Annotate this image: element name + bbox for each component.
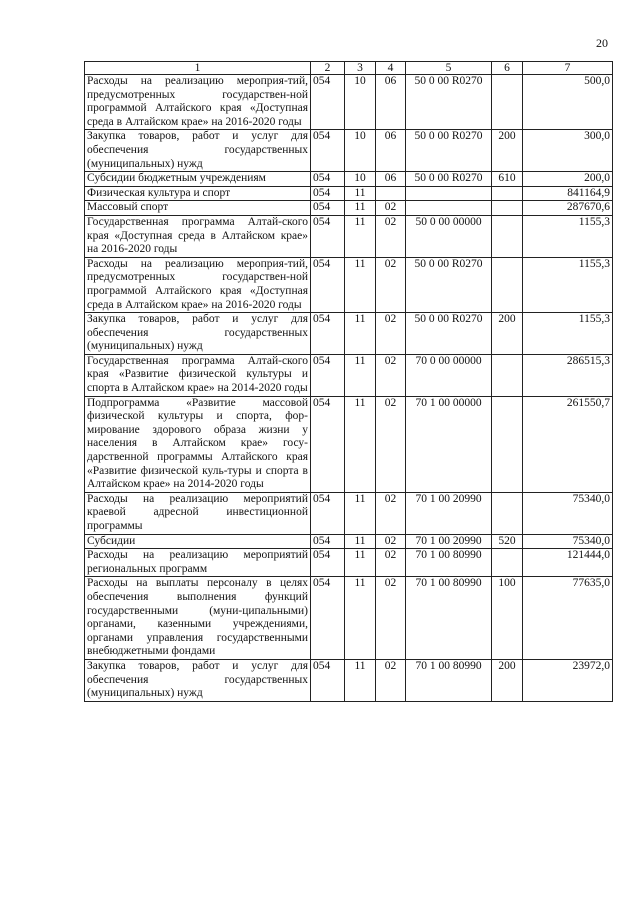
table-row: [85, 75, 613, 130]
table-row: [85, 534, 613, 549]
table-row: [85, 201, 613, 216]
row-target-cell: 50 0 00 R0270: [406, 313, 492, 355]
row-subsection-cell: 02: [376, 534, 406, 549]
row-amount-cell: 261550,7: [523, 396, 613, 492]
row-target-cell: 70 1 00 80990: [406, 577, 492, 660]
row-section-cell: 11: [345, 257, 376, 312]
column-header: 7: [523, 62, 613, 75]
row-amount-cell: 841164,9: [523, 186, 613, 201]
row-name-cell: Субсидии бюджетным учреждениям: [85, 172, 311, 187]
row-target-cell: [406, 201, 492, 216]
column-header: 3: [345, 62, 376, 75]
row-target-cell: 50 0 00 R0270: [406, 130, 492, 172]
row-target-cell: 50 0 00 R0270: [406, 172, 492, 187]
row-code-cell: 054: [311, 534, 345, 549]
page-number: 20: [596, 36, 608, 50]
row-code-cell: 054: [311, 215, 345, 257]
row-amount-cell: 500,0: [523, 75, 613, 130]
row-target-cell: 50 0 00 R0270: [406, 75, 492, 130]
row-section-cell: 11: [345, 549, 376, 577]
row-amount-cell: 1155,3: [523, 215, 613, 257]
row-code-cell: 054: [311, 659, 345, 701]
table-row: [85, 130, 613, 172]
table-row: [85, 354, 613, 396]
row-target-cell: 70 1 00 80990: [406, 549, 492, 577]
table-row: [85, 313, 613, 355]
row-code-cell: 054: [311, 354, 345, 396]
row-name-cell: Физическая культура и спорт: [85, 186, 311, 201]
column-header: 6: [492, 62, 523, 75]
table-row: [85, 186, 613, 201]
row-section-cell: 11: [345, 201, 376, 216]
row-name-cell: Государственная программа Алтай-ского края «Доступная среда в Алтайском крае» на 2016-2020 годы: [85, 215, 311, 257]
row-subsection-cell: 02: [376, 659, 406, 701]
row-code-cell: 054: [311, 549, 345, 577]
row-name-cell: Государственная программа Алтай-ского края «Развитие физической культуры и спорта в Алтайском крае» на 2014-2020 годы: [85, 354, 311, 396]
row-code-cell: 054: [311, 492, 345, 534]
row-amount-cell: 200,0: [523, 172, 613, 187]
row-subsection-cell: [376, 186, 406, 201]
row-amount-cell: 287670,6: [523, 201, 613, 216]
row-target-cell: 70 1 00 20990: [406, 534, 492, 549]
row-name-cell: Расходы на реализацию мероприя-тий, предусмотренных государствен-ной программой Алтайского края «Доступная среда в Алтайском крае» на 2016-2020 годы: [85, 257, 311, 312]
row-subsection-cell: 02: [376, 492, 406, 534]
row-type-cell: [492, 492, 523, 534]
row-name-cell: Закупка товаров, работ и услуг для обеспечения государственных (муниципальных) нужд: [85, 313, 311, 355]
column-header: 1: [85, 62, 311, 75]
row-section-cell: 10: [345, 75, 376, 130]
table-header-row: [85, 62, 613, 75]
table-body: [85, 75, 613, 702]
table-row: [85, 257, 613, 312]
row-target-cell: 70 1 00 80990: [406, 659, 492, 701]
row-name-cell: Подпрограмма «Развитие массовой физической культуры и спорта, фор-мирование здорового образа жизни у населения в Алтайском крае» госу-дарственной программы Алтайского края «Развитие физической куль-туры и спорта в Алтайском крае» на 2014-2020 годы: [85, 396, 311, 492]
row-section-cell: 11: [345, 186, 376, 201]
row-code-cell: 054: [311, 130, 345, 172]
row-type-cell: 200: [492, 659, 523, 701]
row-name-cell: Массовый спорт: [85, 201, 311, 216]
row-name-cell: Расходы на реализацию мероприятий краевой адресной инвестиционной программы: [85, 492, 311, 534]
row-code-cell: 054: [311, 186, 345, 201]
row-code-cell: 054: [311, 172, 345, 187]
row-target-cell: 50 0 00 R0270: [406, 257, 492, 312]
row-section-cell: 10: [345, 130, 376, 172]
row-code-cell: 054: [311, 75, 345, 130]
table-row: [85, 396, 613, 492]
row-type-cell: [492, 257, 523, 312]
row-type-cell: 520: [492, 534, 523, 549]
row-subsection-cell: 06: [376, 130, 406, 172]
row-name-cell: Расходы на реализацию мероприятий региональных программ: [85, 549, 311, 577]
row-amount-cell: 121444,0: [523, 549, 613, 577]
row-code-cell: 054: [311, 577, 345, 660]
row-subsection-cell: 02: [376, 549, 406, 577]
row-amount-cell: 1155,3: [523, 257, 613, 312]
row-name-cell: Расходы на выплаты персоналу в целях обеспечения выполнения функций государственными (муни-ципальными) органами, казенными учреждениями, органами управления государственными внебюджетными фондами: [85, 577, 311, 660]
row-subsection-cell: 02: [376, 354, 406, 396]
row-amount-cell: 23972,0: [523, 659, 613, 701]
row-amount-cell: 286515,3: [523, 354, 613, 396]
row-subsection-cell: 06: [376, 172, 406, 187]
row-section-cell: 11: [345, 577, 376, 660]
row-name-cell: Закупка товаров, работ и услуг для обеспечения государственных (муниципальных) нужд: [85, 659, 311, 701]
table-row: [85, 172, 613, 187]
row-amount-cell: 75340,0: [523, 534, 613, 549]
row-name-cell: Субсидии: [85, 534, 311, 549]
row-target-cell: 50 0 00 00000: [406, 215, 492, 257]
row-section-cell: 10: [345, 172, 376, 187]
row-type-cell: [492, 75, 523, 130]
row-code-cell: 054: [311, 396, 345, 492]
row-subsection-cell: 02: [376, 577, 406, 660]
row-code-cell: 054: [311, 313, 345, 355]
row-target-cell: [406, 186, 492, 201]
row-type-cell: 610: [492, 172, 523, 187]
row-section-cell: 11: [345, 215, 376, 257]
row-type-cell: [492, 215, 523, 257]
row-section-cell: 11: [345, 534, 376, 549]
row-subsection-cell: 02: [376, 257, 406, 312]
row-amount-cell: 77635,0: [523, 577, 613, 660]
budget-table: [84, 61, 613, 702]
row-section-cell: 11: [345, 492, 376, 534]
row-target-cell: 70 0 00 00000: [406, 354, 492, 396]
table-row: [85, 659, 613, 701]
row-type-cell: [492, 549, 523, 577]
row-type-cell: [492, 354, 523, 396]
column-header: 5: [406, 62, 492, 75]
row-subsection-cell: 02: [376, 215, 406, 257]
row-amount-cell: 75340,0: [523, 492, 613, 534]
row-subsection-cell: 02: [376, 313, 406, 355]
row-section-cell: 11: [345, 354, 376, 396]
table-row: [85, 215, 613, 257]
row-section-cell: 11: [345, 659, 376, 701]
row-target-cell: 70 1 00 00000: [406, 396, 492, 492]
row-name-cell: Закупка товаров, работ и услуг для обеспечения государственных (муниципальных) нужд: [85, 130, 311, 172]
row-amount-cell: 300,0: [523, 130, 613, 172]
row-target-cell: 70 1 00 20990: [406, 492, 492, 534]
column-header: 4: [376, 62, 406, 75]
row-type-cell: [492, 201, 523, 216]
row-section-cell: 11: [345, 396, 376, 492]
table-row: [85, 549, 613, 577]
row-section-cell: 11: [345, 313, 376, 355]
row-subsection-cell: 02: [376, 201, 406, 216]
row-type-cell: [492, 186, 523, 201]
row-subsection-cell: 02: [376, 396, 406, 492]
row-code-cell: 054: [311, 257, 345, 312]
column-header: 2: [311, 62, 345, 75]
row-type-cell: 200: [492, 313, 523, 355]
row-name-cell: Расходы на реализацию мероприя-тий, предусмотренных государствен-ной программой Алтайского края «Доступная среда в Алтайском крае» на 2016-2020 годы: [85, 75, 311, 130]
row-type-cell: [492, 396, 523, 492]
row-subsection-cell: 06: [376, 75, 406, 130]
table-row: [85, 577, 613, 660]
row-type-cell: 200: [492, 130, 523, 172]
row-type-cell: 100: [492, 577, 523, 660]
row-code-cell: 054: [311, 201, 345, 216]
row-amount-cell: 1155,3: [523, 313, 613, 355]
table-row: [85, 492, 613, 534]
